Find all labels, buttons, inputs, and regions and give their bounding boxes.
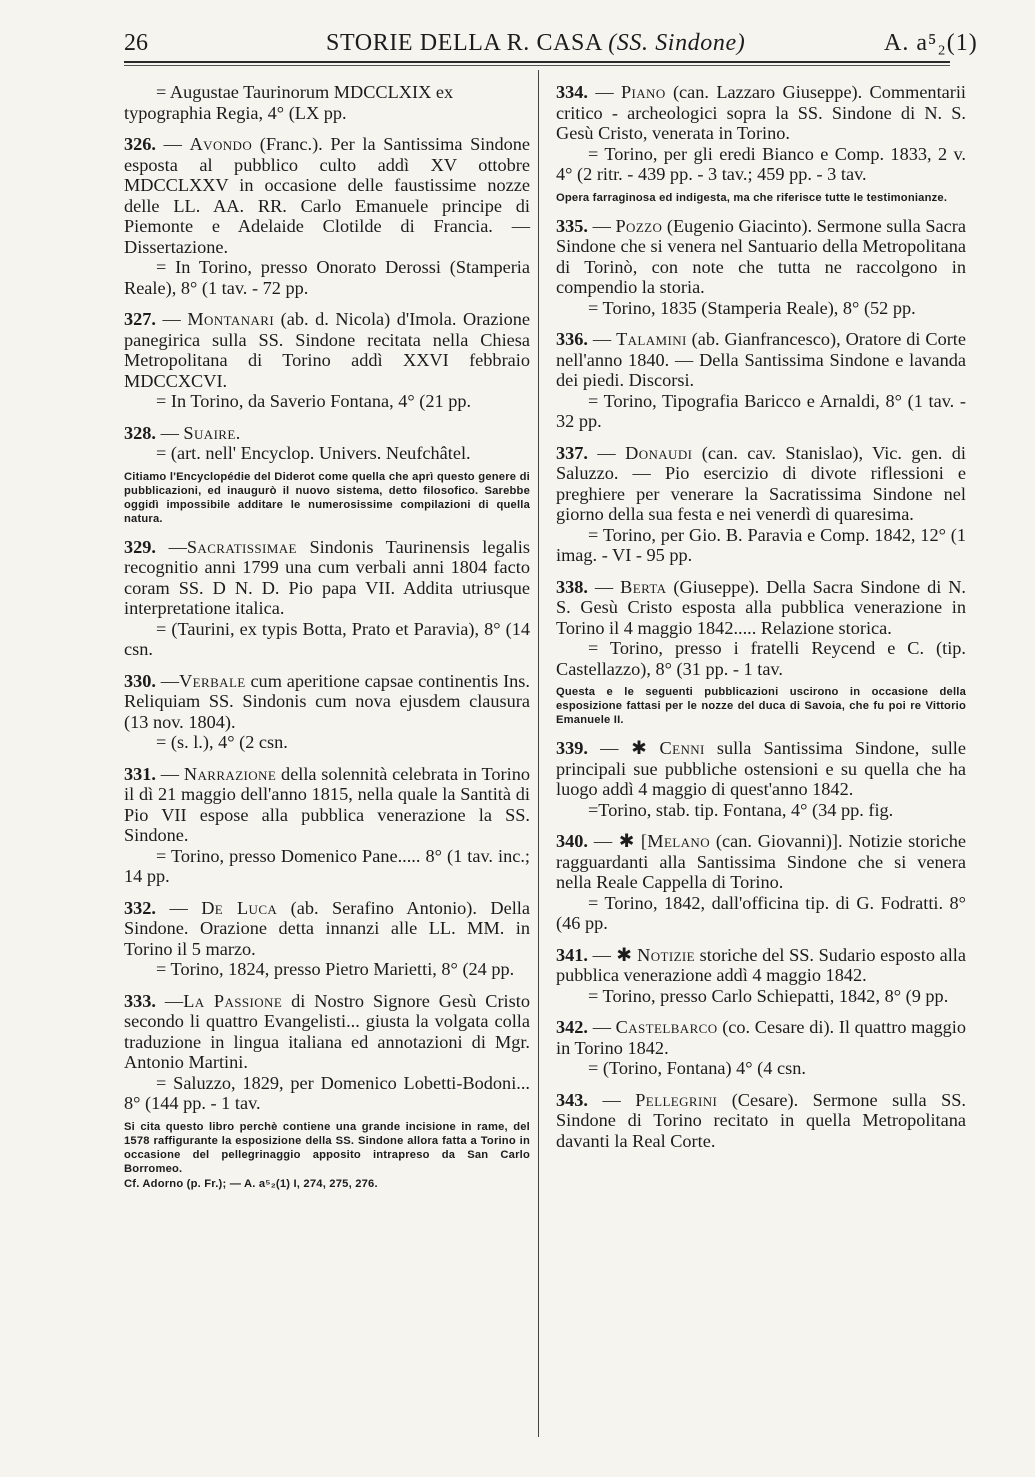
continuation-line: = Augustae Taurinorum MDCCLXIX ex: [156, 82, 454, 102]
entry-author: Castelbarco: [615, 1017, 718, 1037]
entry-imprint: = Torino, 1842, dall'officina tip. di G. Fodratti. 8° (46 pp.: [556, 892, 966, 933]
entry-author: La Passione: [183, 990, 283, 1011]
entry-author: Donaudi: [625, 442, 693, 463]
left-column: [124, 82, 530, 1202]
running-title: [326, 30, 745, 57]
entry-number: 341.: [556, 944, 588, 965]
entry-imprint: = In Torino, da Saverio Fontana, 4° (21 pp.: [156, 391, 472, 411]
title-sub: (SS. Sindone): [608, 30, 746, 56]
entry-author: Piano: [620, 82, 666, 102]
entry-text: (Giuseppe). Della Sacra Sindone di N. S. Gesù Cristo esposta alla pubblica venerazione in Torino il 4 maggio 1842..... Relazione storica.: [556, 576, 966, 638]
title-main: STORIE DELLA R. CASA: [326, 30, 602, 56]
entry-number: 327.: [124, 309, 156, 329]
bibliography-entry: [556, 831, 966, 934]
entry-author: Verbale: [179, 670, 246, 691]
entry-cross-reference: Cf. Adorno (p. Fr.); — A. a⁵₂(1) I, 274, 275, 276.: [124, 1177, 378, 1190]
entry-author: Suaire.: [183, 422, 241, 443]
bibliography-entry: 337. — Donaudi (can. cav. Stanislao), Vic. gen. di Saluzzo. — Pio esercizio di divote riflessioni e preghiere per venerare la Sacratissima Sindone nel giorno della sua festa e nei venerdì di quaresima. = Torino, per Gio. B. Paravia e Comp. 1842, 12° (1 imag. - VI - 95 pp.: [556, 442, 966, 565]
entry-text: della solennità celebrata in Torino il dì 21 maggio dell'anno 1815, nella quale la Santità di Pio VII espose alla pubblica venerazione la SS. Sindone.: [124, 763, 531, 845]
bibliography-entry: 331. — Narrazione della solennità celebrata in Torino il dì 21 maggio dell'anno 1815, nella quale la Santità di Pio VII espose alla pubblica venerazione la SS. Sindone. = Torino, presso Domenico Pane..... 8° (1 tav. inc.; 14 pp.: [124, 763, 531, 886]
entry-note: Opera farraginosa ed indigesta, ma che riferisce tutte le testimonianze.: [556, 191, 948, 204]
entry-imprint: = Torino, presso i fratelli Reycend e C. (tip. Castellazzo), 8° (31 pp. - 1 tav.: [556, 638, 966, 679]
running-header: [0, 24, 1035, 58]
bibliography-entry: 336. — Talamini (ab. Gianfrancesco), Oratore di Corte nell'anno 1840. — Della Santissima Sindone e lavanda dei piedi. Discorsi. = Torino, Tipografia Baricco e Arnaldi, 8° (1 tav. - 32 pp.: [556, 329, 967, 431]
entry-imprint: = (s. l.), 4° (2 csn.: [156, 732, 288, 752]
bibliography-entry: 327. — Montanari (ab. d. Nicola) d'Imola. Orazione panegirica sulla SS. Sindone recitata nella Chiesa Metropolitana di Torino addì XXVI febbraio MDCCXCVI. = In Torino, da Saverio Fontana, 4° (21 pp.: [124, 309, 530, 411]
entry-author: Narrazione: [183, 763, 277, 784]
entry-text: sulla Santissima Sindone, sulle principali sue pubbliche ostensioni e su quella che ha luogo addì 4 maggio di quest'anno 1842.: [556, 738, 966, 799]
bibliography-entry: [556, 738, 966, 820]
entry-imprint: = Torino, 1824, presso Pietro Marietti, 8° (24 pp.: [156, 959, 515, 979]
bibliography-entry: 343. — Pellegrini (Cesare). Sermone sulla SS. Sindone di Torino recitato in quella Metropolitana davanti la Real Corte.: [556, 1089, 966, 1151]
entry-text: storiche del SS. Sudario esposto alla pubblica venerazione addì 4 maggio 1842.: [556, 944, 966, 985]
entry-text: (ab. Serafino Antonio). Della Sindone. Orazione detta innanzi alle LL. MM. in Torino il 5 marzo.: [124, 897, 531, 959]
entry-author: Berta: [620, 576, 667, 597]
entry-note: Citiamo l'Encyclopédie del Diderot come quella che aprì questo genere di pubblicazioni, ed inaugurò il nuovo sistema, detto filosofico. Sarebbe oggidì impossibile additare le numerosissime compilazioni di quella natura.: [124, 470, 530, 525]
entry-text: (can. cav. Stanislao), Vic. gen. di Saluzzo. — Pio esercizio di divote riflessioni e preghiere per venerare la Sacratissima Sindone nel giorno della sua festa e nei venerdì di quaresima.: [556, 442, 966, 524]
entry-author: Avondo: [189, 134, 253, 154]
entry-note: Questa e le seguenti pubblicazioni uscirono in occasione della esposizione fattasi per le nozze del duca di Savoia, che fu poi re Vittorio Emanuele II.: [556, 686, 966, 726]
entry-author: — ✱ Cenni: [600, 738, 705, 758]
entry-number: 337.: [556, 442, 588, 463]
bibliography-entry: 333. —La Passione di Nostro Signore Gesù Cristo secondo li quattro Evangelisti... giusta la volgata colla traduzione in lingua italiana ed annotazioni di Mgr. Antonio Martini. = Saluzzo, 1829, per Domenico Lobetti-Bodoni... 8° (144 pp. - 1 tav. Si cita questo libro perchè contiene una grande incisione in rame, del 1578 raffigurante la esposizione della SS. Sindone allora fatta a Torino in occasione del pellegrinaggio apposito intrapreso da San Carlo Borromeo. Cf. Adorno (p. Fr.); — A. a⁵₂(1) I, 274, 275, 276.: [124, 990, 530, 1190]
entry-number: 339.: [556, 738, 588, 758]
bibliography-entry: 328. — Suaire. = (art. nell' Encyclop. Univers. Neufchâtel. Citiamo l'Encyclopédie del Diderot come quella che aprì questo genere di pubblicazioni, ed inaugurò il nuovo sistema, detto filosofico. Sarebbe oggidì impossibile additare le numerosissime compilazioni di quella natura.: [124, 422, 530, 525]
entry-imprint: = (Torino, Fontana) 4° (4 csn.: [588, 1058, 806, 1078]
entry-author: Montanari: [187, 309, 275, 329]
entry-text: (Franc.). Per la Santissima Sindone esposta al pubblico culto addì XV ottobre MDCCLXXV in occasione delle faustissime nozze delle LL. AA. RR. Carlo Emanuele principe di Piemonte e Adelaide Clotilde di Francia. — Dissertazione.: [124, 134, 531, 257]
entry-author: De Luca: [201, 897, 278, 918]
bibliography-entry: [556, 945, 966, 1007]
entry-text: (ab. Gianfrancesco), Oratore di Corte nell'anno 1840. — Della Santissima Sindone e lavanda dei piedi. Discorsi.: [556, 329, 967, 390]
entry-text: (ab. d. Nicola) d'Imola. Orazione panegirica sulla SS. Sindone recitata nella Chiesa Metropolitana di Torino addì XXVI febbraio MDCCXCVI.: [124, 309, 530, 391]
entry-number: 336.: [556, 329, 588, 349]
entry-continuation: [124, 82, 530, 123]
entry-imprint: = Torino, Tipografia Baricco e Arnaldi, 8° (1 tav. - 32 pp.: [556, 390, 966, 431]
entry-number: 326.: [124, 134, 156, 154]
entry-number: 338.: [556, 576, 588, 597]
entry-number: 333.: [124, 990, 156, 1011]
entry-text: cum aperitione capsae continentis Ins. Reliquiam SS. Sindonis cum nova ejusdem clausura (13 nov. 1804).: [124, 670, 530, 732]
entry-imprint: = (art. nell' Encyclop. Univers. Neufchâtel.: [156, 443, 471, 463]
entry-number: 343.: [556, 1089, 588, 1110]
entry-text: (Eugenio Giacinto). Sermone sulla Sacra Sindone che si venera nel Santuario della Metropolitana di Torinò, con note che tutta ne raccolgono in compendio la storia.: [556, 215, 966, 297]
entry-text: di Nostro Signore Gesù Cristo secondo li quattro Evangelisti... giusta la volgata colla traduzione in lingua italiana ed annotazioni di Mgr. Antonio Martini.: [124, 990, 530, 1072]
page-number: 26: [124, 30, 148, 56]
bibliography-entry: 335. — Pozzo (Eugenio Giacinto). Sermone sulla Sacra Sindone che si venera nel Santuario della Metropolitana di Torinò, con note che tutta ne raccolgono in compendio la storia. = Torino, 1835 (Stamperia Reale), 8° (52 pp.: [556, 215, 966, 318]
entry-imprint: =Torino, stab. tip. Fontana, 4° (34 pp. fig.: [588, 799, 894, 820]
entry-imprint: = (Taurini, ex typis Botta, Prato et Paravia), 8° (14 csn.: [124, 618, 530, 659]
bibliography-entry: 326. — Avondo (Franc.). Per la Santissima Sindone esposta al pubblico culto addì XV ottobre MDCCLXXV in occasione delle faustissime nozze delle LL. AA. RR. Carlo Emanuele principe di Piemonte e Adelaide Clotilde di Francia. — Dissertazione. = In Torino, presso Onorato Derossi (Stamperia Reale), 8° (1 tav. - 72 pp.: [124, 134, 531, 298]
entry-author: Pozzo: [615, 215, 663, 236]
entry-number: 331.: [124, 763, 156, 784]
entry-author: — ✱ Notizie: [592, 944, 695, 965]
entry-imprint: = Torino, 1835 (Stamperia Reale), 8° (52 pp.: [588, 297, 916, 318]
bibliography-entry: 342. — Castelbarco (co. Cesare di). Il quattro maggio in Torino 1842. = (Torino, Fontana) 4° (4 csn.: [556, 1017, 966, 1078]
entry-author: Talamini: [616, 329, 687, 349]
entry-text: Sindonis Taurinensis legalis recognitio anni 1799 una cum verbali anni 1804 facto coram SS. D N. D. Pio papa VII. Addita utriusque interpretatione italica.: [124, 536, 530, 618]
entry-number: 330.: [124, 670, 156, 691]
entry-author: — ✱ [Melano: [593, 831, 711, 851]
section-reference: A. a⁵₂(1): [884, 30, 978, 56]
entry-number: 329.: [124, 536, 156, 557]
entry-imprint: = Saluzzo, 1829, per Domenico Lobetti-Bodoni... 8° (144 pp. - 1 tav.: [124, 1072, 530, 1113]
entry-number: 342.: [556, 1017, 588, 1037]
entry-number: 334.: [556, 82, 588, 102]
bibliography-entry: 334. — Piano (can. Lazzaro Giuseppe). Commentarii critico - archeologici sopra la SS. Sindone di N. S. Gesù Cristo, venerata in Torino. = Torino, per gli eredi Bianco e Comp. 1833, 2 v. 4° (2 ritr. - 439 pp. - 3 tav.; 459 pp. - 3 tav. Opera farraginosa ed indigesta, ma che riferisce tutte le testimonianze.: [556, 82, 967, 204]
entry-imprint: = In Torino, presso Onorato Derossi (Stamperia Reale), 8° (1 tav. - 72 pp.: [124, 257, 530, 298]
entry-imprint: = Torino, presso Carlo Schiepatti, 1842, 8° (9 pp.: [588, 985, 949, 1006]
entry-number: 340.: [556, 831, 588, 851]
entry-imprint: = Torino, presso Domenico Pane..... 8° (1 tav. inc.; 14 pp.: [124, 845, 530, 886]
header-rule-thick: [124, 61, 950, 63]
entry-text: (can. Giovanni)]. Notizie storiche ragguardanti alla Santissima Sindone che si venera nella Reale Cappella di Torino.: [556, 831, 966, 892]
entry-text: (Cesare). Sermone sulla SS. Sindone di Torino recitato in quella Metropolitana davanti la Real Corte.: [556, 1089, 966, 1151]
bibliography-entry: 338. — Berta (Giuseppe). Della Sacra Sindone di N. S. Gesù Cristo esposta alla pubblica venerazione in Torino il 4 maggio 1842..... Relazione storica. = Torino, presso i fratelli Reycend e C. (tip. Castellazzo), 8° (31 pp. - 1 tav. Questa e le seguenti pubblicazioni uscirono in occasione della esposizione fattasi per le nozze del duca di Savoia, che fu poi re Vittorio Emanuele II.: [556, 576, 966, 726]
continuation-line: typographia Regia, 4° (LX pp.: [124, 102, 347, 123]
header-rule-thin: [124, 65, 950, 66]
entry-author: Pellegrini: [635, 1089, 718, 1110]
entry-imprint: = Torino, per Gio. B. Paravia e Comp. 1842, 12° (1 imag. - VI - 95 pp.: [556, 524, 966, 565]
entry-text: (co. Cesare di). Il quattro maggio in Torino 1842.: [556, 1017, 966, 1058]
entry-text: (can. Lazzaro Giuseppe). Commentarii critico - archeologici sopra la SS. Sindone di N. S. Gesù Cristo, venerata in Torino.: [556, 82, 967, 143]
right-column: [556, 82, 966, 1162]
entry-number: 335.: [556, 215, 588, 236]
entry-number: 332.: [124, 897, 156, 918]
entry-imprint: = Torino, per gli eredi Bianco e Comp. 1833, 2 v. 4° (2 ritr. - 439 pp. - 3 tav.; 459 pp. - 3 tav.: [556, 143, 966, 184]
column-divider: [538, 70, 539, 1437]
bibliography-entry: 330. —Verbale cum aperitione capsae continentis Ins. Reliquiam SS. Sindonis cum nova ejusdem clausura (13 nov. 1804). = (s. l.), 4° (2 csn.: [124, 670, 530, 752]
bibliography-entry: 329. —Sacratissimae Sindonis Taurinensis legalis recognitio anni 1799 una cum verbali anni 1804 facto coram SS. D N. D. Pio papa VII. Addita utriusque interpretatione italica. = (Taurini, ex typis Botta, Prato et Paravia), 8° (14 csn.: [124, 536, 530, 659]
bibliography-entry: 332. — De Luca (ab. Serafino Antonio). Della Sindone. Orazione detta innanzi alle LL. MM. in Torino il 5 marzo. = Torino, 1824, presso Pietro Marietti, 8° (24 pp.: [124, 897, 531, 979]
entry-number: 328.: [124, 422, 156, 443]
entry-note: Si cita questo libro perchè contiene una grande incisione in rame, del 1578 raffigurante la esposizione della SS. Sindone allora fatta a Torino in occasione del pellegrinaggio apposito intrapreso da San Carlo Borromeo.: [124, 1120, 530, 1175]
entry-author: Sacratissimae: [186, 536, 297, 557]
